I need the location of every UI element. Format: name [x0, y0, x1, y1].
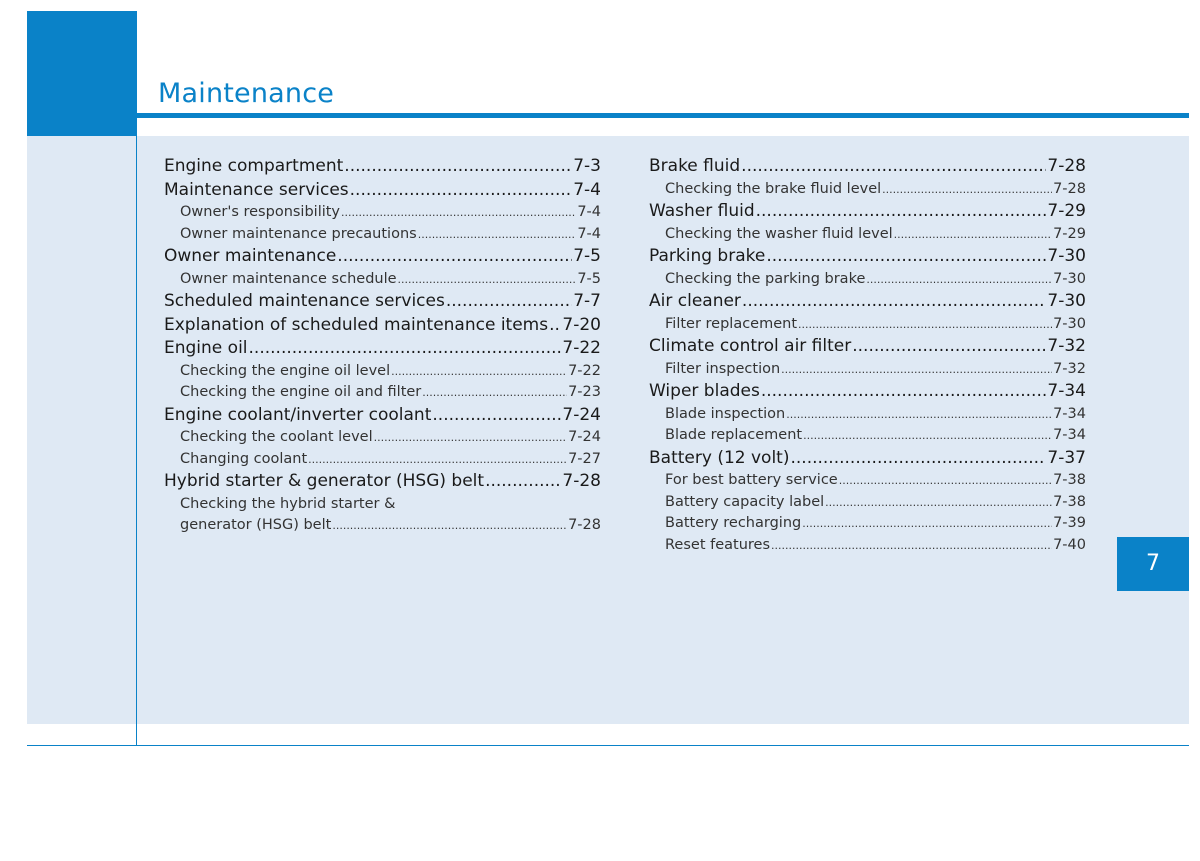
bottom-divider [27, 745, 1189, 746]
dot-leader [446, 290, 572, 314]
toc-page-number: 7-32 [1047, 336, 1086, 356]
toc-page-number: 7-4 [573, 179, 601, 200]
toc-page-number: 7-30 [1053, 315, 1086, 332]
toc-page-number: 7-37 [1047, 447, 1086, 468]
toc-page-number: 7-28 [1047, 156, 1086, 176]
dot-leader [485, 470, 561, 494]
toc-page-number: 7-32 [1053, 360, 1086, 377]
toc-page-number: 7-38 [1053, 493, 1086, 510]
toc-entry-label: Engine compartment [164, 156, 344, 176]
toc-subentry[interactable] [649, 404, 1086, 426]
toc-subentry[interactable] [164, 269, 601, 291]
toc-page-number: 7-29 [1047, 201, 1086, 221]
toc-page-number: 7-22 [562, 338, 601, 358]
toc-entry-label: Filter replacement [665, 315, 798, 332]
toc-entry-label: Changing coolant [180, 450, 308, 467]
dot-leader [882, 179, 1052, 201]
toc-page-number: 7-27 [568, 450, 601, 467]
dot-leader [374, 427, 567, 449]
toc-entry-label: Parking brake [649, 246, 766, 266]
toc-entry[interactable] [164, 470, 601, 494]
dot-leader [391, 361, 567, 383]
dot-leader [790, 447, 1046, 471]
toc-entry-label: Brake fluid [649, 156, 741, 176]
toc-entry-label: Blade replacement [665, 427, 803, 443]
dot-leader [549, 314, 561, 338]
dot-leader [839, 470, 1052, 492]
toc-subentry[interactable] [649, 269, 1086, 291]
toc-entry[interactable] [164, 245, 601, 269]
toc-entry-label: Scheduled maintenance services [164, 291, 445, 311]
toc-entry-label: Owner maintenance [164, 246, 337, 266]
toc-subentry[interactable] [649, 492, 1086, 514]
dot-leader [341, 202, 576, 224]
toc-subentry[interactable] [649, 314, 1086, 336]
toc-entry-label: Checking the engine oil and filter [180, 384, 422, 400]
dot-leader [798, 314, 1052, 336]
toc-entry-label: Checking the parking brake [665, 270, 866, 287]
toc-page-number: 7-30 [1047, 291, 1086, 311]
left-margin-panel [27, 136, 136, 724]
dot-leader [398, 269, 577, 291]
dot-leader [337, 245, 572, 269]
toc-entry-label: Checking the hybrid starter & [180, 495, 396, 512]
toc-entry-label: Hybrid starter & generator (HSG) belt [164, 471, 485, 491]
dot-leader [802, 513, 1052, 535]
dot-leader [894, 224, 1052, 246]
toc-page-number: 7-30 [1053, 270, 1086, 287]
toc-entry-label: Explanation of scheduled maintenance items [164, 314, 549, 335]
dot-leader [308, 449, 567, 471]
toc-entry-label: Battery capacity label [665, 493, 825, 510]
toc-page-number: 7-5 [577, 270, 601, 287]
toc-entry[interactable] [164, 179, 601, 203]
toc-entry[interactable] [164, 314, 601, 338]
toc-page-number: 7-28 [568, 517, 601, 533]
toc-subentry[interactable] [164, 494, 601, 516]
dot-leader [432, 404, 561, 428]
toc-page-number: 7-24 [568, 429, 601, 445]
toc-subentry[interactable] [649, 470, 1086, 492]
toc-entry-label: For best battery service [665, 472, 838, 488]
toc-entry-label: Checking the coolant level [180, 429, 373, 445]
toc-entry[interactable] [649, 290, 1086, 314]
dot-leader [766, 245, 1046, 269]
toc-entry-label: generator (HSG) belt [180, 517, 332, 533]
toc-entry-label: Filter inspection [665, 360, 781, 377]
toc-page-number: 7-30 [1047, 246, 1086, 266]
dot-leader [344, 155, 572, 179]
toc-subentry[interactable] [164, 382, 601, 404]
toc-entry-label: Owner maintenance precautions [180, 225, 417, 242]
toc-entry[interactable] [649, 447, 1086, 471]
toc-page-number: 7-23 [568, 384, 601, 400]
toc-entry-label: Wiper blades [649, 381, 760, 401]
page-title: Maintenance [158, 78, 335, 109]
toc-entry[interactable] [164, 404, 601, 428]
toc-subentry[interactable] [649, 179, 1086, 201]
toc-entry-label: Checking the brake fluid level [665, 180, 882, 197]
toc-page-number: 7-34 [1053, 427, 1086, 443]
toc-page-number: 7-5 [573, 246, 601, 266]
dot-leader [761, 380, 1047, 404]
toc-entry-label: Blade inspection [665, 405, 786, 422]
chapter-color-block [27, 11, 136, 136]
toc-page-number: 7-28 [562, 471, 601, 491]
toc-page-number: 7-29 [1053, 225, 1086, 242]
toc-entry[interactable] [164, 155, 601, 179]
toc-page-number: 7-28 [1053, 180, 1086, 197]
dot-leader [786, 404, 1052, 426]
toc-entry-label: Climate control air filter [649, 336, 852, 356]
dot-leader [825, 492, 1052, 514]
toc-entry-label: Battery (12 volt) [649, 447, 790, 468]
toc-page-number: 7-7 [573, 291, 601, 311]
toc-page-number: 7-4 [577, 204, 601, 220]
toc-subentry[interactable] [649, 425, 1086, 447]
dot-leader [741, 155, 1046, 179]
vertical-divider [136, 11, 137, 746]
toc-subentry[interactable] [164, 202, 601, 224]
title-underline [137, 113, 1189, 118]
toc-subentry[interactable] [649, 224, 1086, 246]
toc-subentry[interactable] [164, 449, 601, 471]
toc-subentry[interactable] [164, 515, 601, 537]
toc-column-right [649, 155, 1086, 556]
toc-entry[interactable] [649, 155, 1086, 179]
toc-subentry[interactable] [164, 427, 601, 449]
dot-leader [803, 425, 1052, 447]
dot-leader [781, 359, 1052, 381]
toc-entry-label: Battery recharging [665, 515, 802, 531]
toc-page-number: 7-34 [1053, 405, 1086, 422]
toc-subentry[interactable] [649, 535, 1086, 557]
toc-entry-label: Washer fluid [649, 201, 755, 221]
toc-subentry[interactable] [164, 224, 601, 246]
toc-page-number: 7-3 [573, 156, 601, 176]
toc-entry[interactable] [649, 380, 1086, 404]
dot-leader [852, 335, 1046, 359]
dot-leader [249, 337, 562, 361]
toc-entry-label: Owner maintenance schedule [180, 270, 397, 287]
toc-page-number: 7-20 [562, 314, 601, 335]
toc-entry[interactable] [649, 200, 1086, 224]
toc-entry-label: Owner's responsibility [180, 204, 341, 220]
toc-entry-label: Checking the engine oil level [180, 362, 391, 379]
dot-leader [332, 515, 567, 537]
toc-entry-label: Air cleaner [649, 291, 741, 311]
toc-page-number: 7-22 [568, 362, 601, 379]
toc-entry[interactable] [164, 337, 601, 361]
toc-subentry[interactable] [649, 359, 1086, 381]
dot-leader [771, 535, 1052, 557]
dot-leader [756, 200, 1047, 224]
toc-page-number: 7-40 [1053, 536, 1086, 553]
toc-page-number: 7-4 [577, 225, 601, 242]
toc-entry-label: Checking the washer fluid level [665, 225, 893, 242]
dot-leader [742, 290, 1046, 314]
chapter-tab[interactable]: 7 [1117, 537, 1189, 591]
toc-column-left [164, 155, 601, 537]
toc-entry[interactable] [649, 245, 1086, 269]
toc-entry[interactable] [649, 335, 1086, 359]
toc-entry-label: Maintenance services [164, 179, 349, 200]
toc-subentry[interactable] [649, 513, 1086, 535]
toc-entry-label: Reset features [665, 536, 771, 553]
dot-leader [866, 269, 1052, 291]
dot-leader [418, 224, 577, 246]
dot-leader [350, 179, 573, 203]
toc-entry-label: Engine coolant/inverter coolant [164, 404, 432, 425]
toc-page-number: 7-39 [1053, 515, 1086, 531]
toc-subentry[interactable] [164, 361, 601, 383]
toc-entry[interactable] [164, 290, 601, 314]
toc-page-number: 7-24 [562, 404, 601, 425]
dot-leader [422, 382, 567, 404]
toc-page-number: 7-34 [1047, 381, 1086, 401]
toc-page-number: 7-38 [1053, 472, 1086, 488]
toc-entry-label: Engine oil [164, 338, 248, 358]
